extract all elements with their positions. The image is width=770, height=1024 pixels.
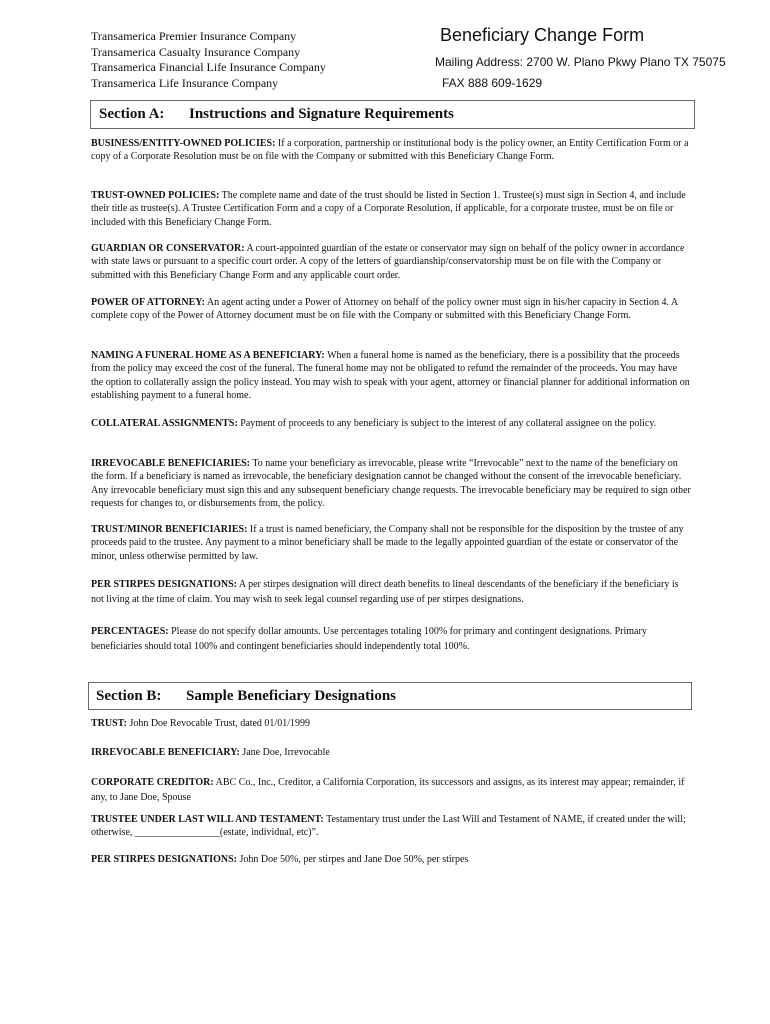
paragraph-trust-minor (91, 523, 691, 563)
sample-trustee-will (91, 813, 691, 840)
paragraph-text: The complete name and date of the trust should be listed in Section 1. Trustee(s) must sign in Section 4, and include their title as trustee(s). A Trustee Certification Form and a copy of a Corporate Resolution, if applicable, for a corporate trustee, must be on file or included with this Beneficiary Change Form. (91, 190, 686, 228)
section-b-label: Section B: (96, 688, 162, 704)
paragraph-percentages (91, 624, 691, 654)
paragraph-text: When a funeral home is named as the beneficiary, there is a possibility that the proceeds from the policy may exceed the cost of the funeral. The funeral home may not be obligated to refund the remainder of the proceeds. You may have the option to collaterally assign the policy instead. You may wish to speak with your agent, attorney or financial planner for additional information on establishing payment to a funeral home. (91, 350, 690, 402)
sample-heading: IRREVOCABLE BENEFICIARY: (91, 747, 240, 758)
paragraph-text: Please do not specify dollar amounts. Use percentages totaling 100% for primary and contingent designations. Primary beneficiaries should total 100% and contingent beneficiaries should independently total 100%. (91, 626, 647, 652)
sample-per-stirpes (91, 853, 691, 866)
sample-heading: PER STIRPES DESIGNATIONS: (91, 854, 237, 865)
section-b-title: Sample Beneficiary Designations (186, 688, 396, 704)
paragraph-funeral-home (91, 349, 691, 403)
sample-text: ABC Co., Inc., Creditor, a California Corporation, its successors and assigns, as its interest may appear; remainder, if any, to Jane Doe, Spouse (91, 777, 685, 803)
paragraph-business-entity (91, 137, 691, 164)
sample-heading: TRUSTEE UNDER LAST WILL AND TESTAMENT: (91, 814, 324, 825)
company-name: Transamerica Financial Life Insurance Company (91, 60, 326, 74)
sample-text: John Doe Revocable Trust, dated 01/01/1999 (126, 718, 310, 729)
paragraph-heading: COLLATERAL ASSIGNMENTS: (91, 418, 238, 429)
paragraph-text: If a corporation, partnership or institutional body is the policy owner, an Entity Certification Form or a copy of a Corporate Resolution must be on file with the Company or submitted with this Beneficiary Change Form. (91, 138, 689, 163)
paragraph-heading: GUARDIAN OR CONSERVATOR: (91, 243, 245, 254)
sample-trust (91, 717, 691, 730)
paragraph-text: If a trust is named beneficiary, the Company shall not be responsible for the disposition by the trustee of any proceeds paid to the trustee. Any payment to a minor beneficiary shall be made to the legally appointed guardian of the estate or conservator of the minor, unless otherwise permitted by law. (91, 524, 684, 562)
paragraph-text: A per stirpes designation will direct death benefits to lineal descendants of the beneficiary if the beneficiary is not living at the time of claim. You may wish to seek legal counsel regarding use of per stirpes designations. (91, 579, 679, 605)
paragraph-per-stirpes (91, 577, 691, 607)
sample-irrevocable (91, 746, 691, 759)
paragraph-text: A court-appointed guardian of the estate or conservator may sign on behalf of the policy owner in accordance with state laws or pursuant to a specific court order. A copy of the letters of guardianship/conservatorship must be on file with the Company or submitted with this Beneficiary Change Form and any applicable court order. (91, 243, 685, 281)
section-b-header (88, 682, 692, 710)
sample-text: John Doe 50%, per stirpes and Jane Doe 50%, per stirpes (236, 854, 469, 865)
form-title: Beneficiary Change Form (440, 25, 645, 45)
fax-number: FAX 888 609-1629 (442, 76, 543, 90)
paragraph-heading: PER STIRPES DESIGNATIONS: (91, 579, 237, 590)
sample-corporate-creditor (91, 775, 691, 805)
paragraph-heading: TRUST-OWNED POLICIES: (91, 190, 220, 201)
sample-heading: CORPORATE CREDITOR: (91, 777, 214, 788)
paragraph-heading: BUSINESS/ENTITY-OWNED POLICIES: (91, 138, 276, 149)
paragraph-guardian (91, 242, 691, 282)
paragraph-heading: TRUST/MINOR BENEFICIARIES: (91, 524, 248, 535)
paragraph-heading: PERCENTAGES: (91, 626, 169, 637)
company-name: Transamerica Casualty Insurance Company (91, 44, 301, 59)
paragraph-text: An agent acting under a Power of Attorney on behalf of the policy owner must sign in his/her capacity in Section 4. A complete copy of the Power of Attorney document must be on file with the Company or submitted with this Beneficiary Change Form. (91, 297, 678, 322)
paragraph-text: Payment of proceeds to any beneficiary is subject to the interest of any collateral assignee on the policy. (237, 418, 657, 429)
sample-text: Testamentary trust under the Last Will and Testament of NAME, if created under the will; otherwise, _________________(estate, individual, etc)”. (91, 814, 686, 839)
company-name: Transamerica Premier Insurance Company (91, 29, 297, 43)
section-a-header (90, 100, 695, 129)
paragraph-trust-owned (91, 189, 691, 229)
paragraph-heading: IRREVOCABLE BENEFICIARIES: (91, 458, 250, 469)
sample-text: Jane Doe, Irrevocable (239, 747, 330, 758)
sample-heading: TRUST: (91, 718, 127, 729)
paragraph-text: To name your beneficiary as irrevocable, please write “Irrevocable” next to the name of the beneficiary on the form. If a beneficiary is named as irrevocable, the beneficiary designation cannot be changed without the consent of the irrevocable beneficiary. Any irrevocable beneficiary must sign this and any subsequent beneficiary change requests. The irrevocable beneficiary may be required to sign other requests for changes to, or disbursements from, the policy. (91, 458, 691, 510)
company-name: Transamerica Life Insurance Company (91, 75, 279, 90)
section-a-label: Section A: (99, 106, 165, 122)
paragraph-heading: NAMING A FUNERAL HOME AS A BENEFICIARY: (91, 350, 325, 361)
company-list (91, 29, 326, 91)
paragraph-collateral (91, 417, 691, 430)
section-a-title: Instructions and Signature Requirements (189, 106, 454, 122)
paragraph-irrevocable (91, 457, 691, 511)
mailing-address: Mailing Address: 2700 W. Plano Pkwy Plano TX 75075 (435, 55, 726, 69)
paragraph-power-of-attorney (91, 296, 691, 323)
paragraph-heading: POWER OF ATTORNEY: (91, 297, 205, 308)
